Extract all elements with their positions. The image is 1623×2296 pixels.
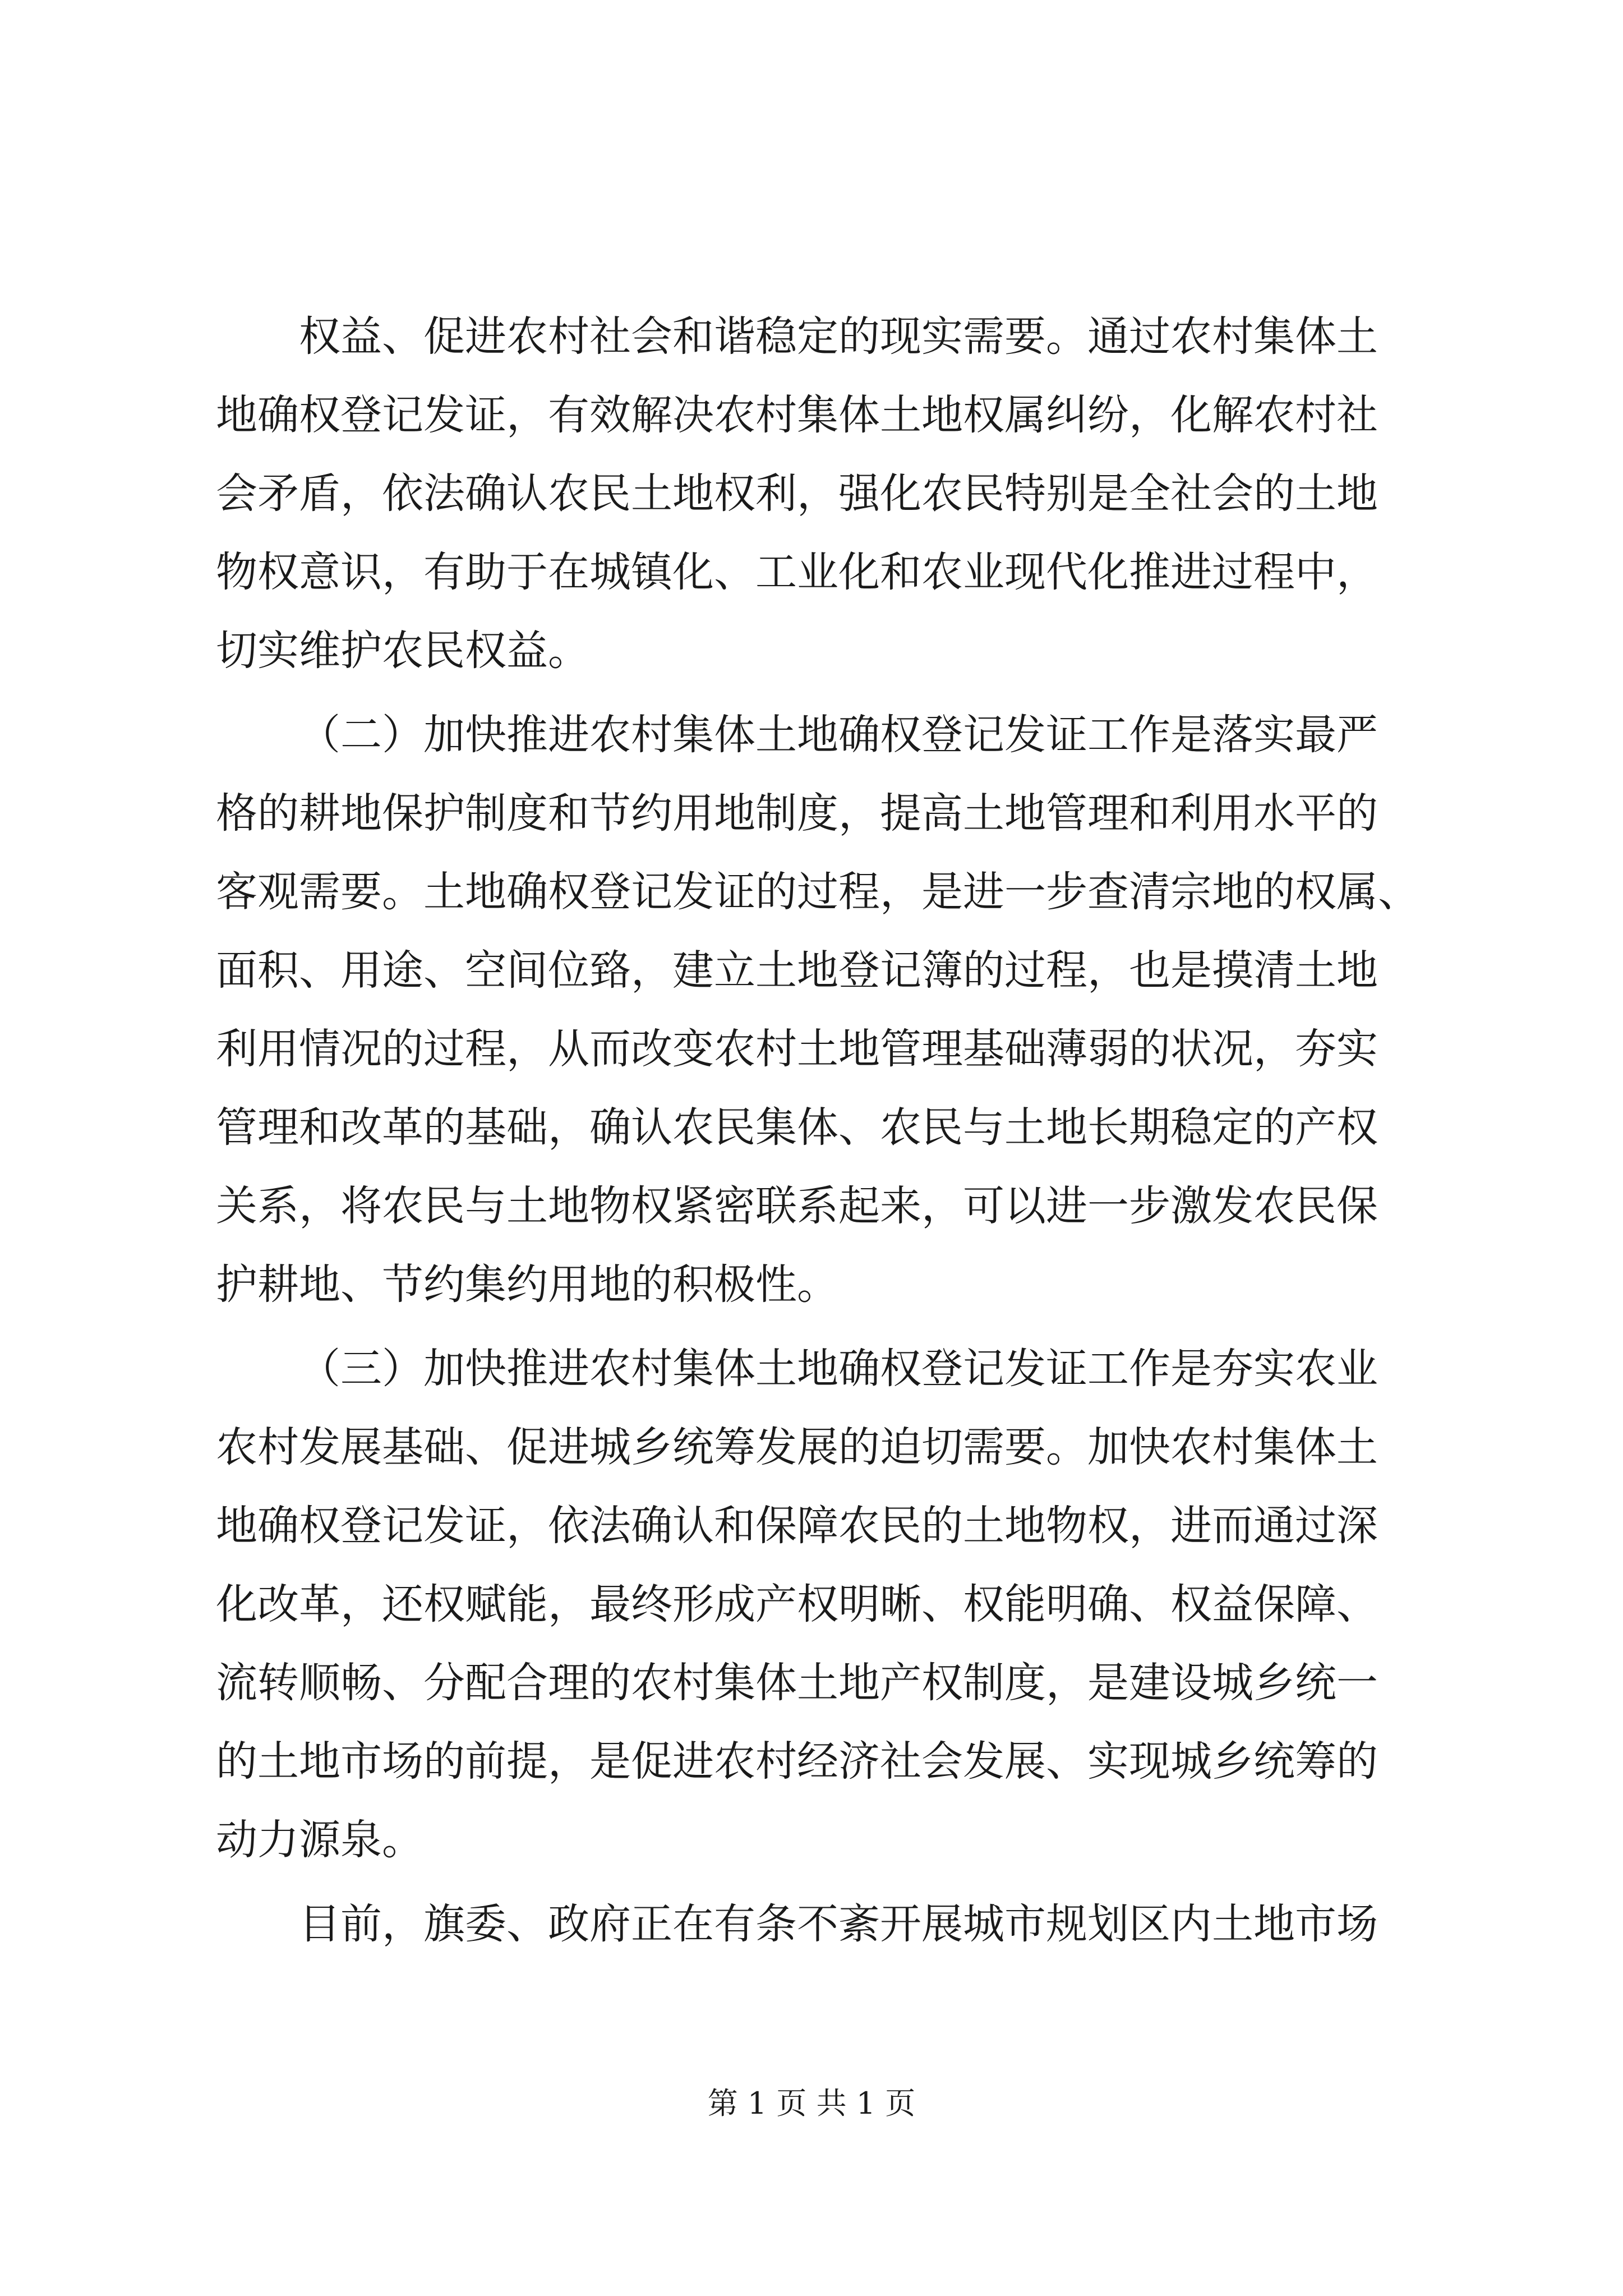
- text-line: （三）加快推进农村集体土地确权登记发证工作是夯实农业: [299, 1345, 1378, 1393]
- text-line: 目前，旗委、政府正在有条不紊开展城市规划区内土地市场: [299, 1900, 1378, 1948]
- text-line: 客观需要。土地确权登记发证的过程，是进一步查清宗地的权属、: [216, 868, 1419, 916]
- text-line: 的土地市场的前提，是促进农村经济社会发展、实现城乡统筹的: [216, 1737, 1378, 1786]
- text-line: 管理和改革的基础，确认农民集体、农民与土地长期稳定的产权: [216, 1103, 1378, 1152]
- document-body: [216, 297, 1438, 1963]
- text-line: 权益、促进农村社会和谐稳定的现实需要。通过农村集体土: [299, 312, 1378, 361]
- text-line: 格的耕地保护制度和节约用地制度，提高土地管理和利用水平的: [216, 789, 1378, 838]
- text-line: 物权意识，有助于在城镇化、工业化和农业现代化推进过程中，: [216, 548, 1378, 596]
- text-line: 动力源泉。: [216, 1816, 423, 1864]
- text-line: 农村发展基础、促进城乡统筹发展的迫切需要。加快农村集体土: [216, 1423, 1378, 1471]
- paragraph-1: [216, 297, 1438, 690]
- text-line: 化改革，还权赋能，最终形成产权明晰、权能明确、权益保障、: [216, 1580, 1378, 1628]
- text-line: 面积、用途、空间位臵，建立土地登记簿的过程，也是摸清土地: [216, 946, 1378, 995]
- paragraph-4: [216, 1885, 1438, 1963]
- page-footer: [0, 2081, 1623, 2126]
- paragraph-3: [216, 1329, 1438, 1879]
- paragraph-2: [216, 696, 1438, 1324]
- text-line: 关系，将农民与土地物权紧密联系起来，可以进一步激发农民保: [216, 1182, 1378, 1230]
- text-line: 护耕地、节约集约用地的积极性。: [216, 1260, 838, 1309]
- text-line: 流转顺畅、分配合理的农村集体土地产权制度，是建设城乡统一: [216, 1659, 1378, 1707]
- text-line: 利用情况的过程，从而改变农村土地管理基础薄弱的状况，夯实: [216, 1025, 1378, 1073]
- text-line: 地确权登记发证，依法确认和保障农民的土地物权，进而通过深: [216, 1502, 1378, 1550]
- page-number-label: 第 1 页 共 1 页: [707, 2086, 916, 2121]
- text-line: 会矛盾，依法确认农民土地权利，强化农民特别是全社会的土地: [216, 470, 1378, 518]
- text-line: 切实维护农民权益。: [216, 627, 589, 675]
- text-line: 地确权登记发证，有效解决农村集体土地权属纠纷，化解农村社: [216, 391, 1378, 439]
- text-line: （二）加快推进农村集体土地确权登记发证工作是落实最严: [299, 711, 1378, 759]
